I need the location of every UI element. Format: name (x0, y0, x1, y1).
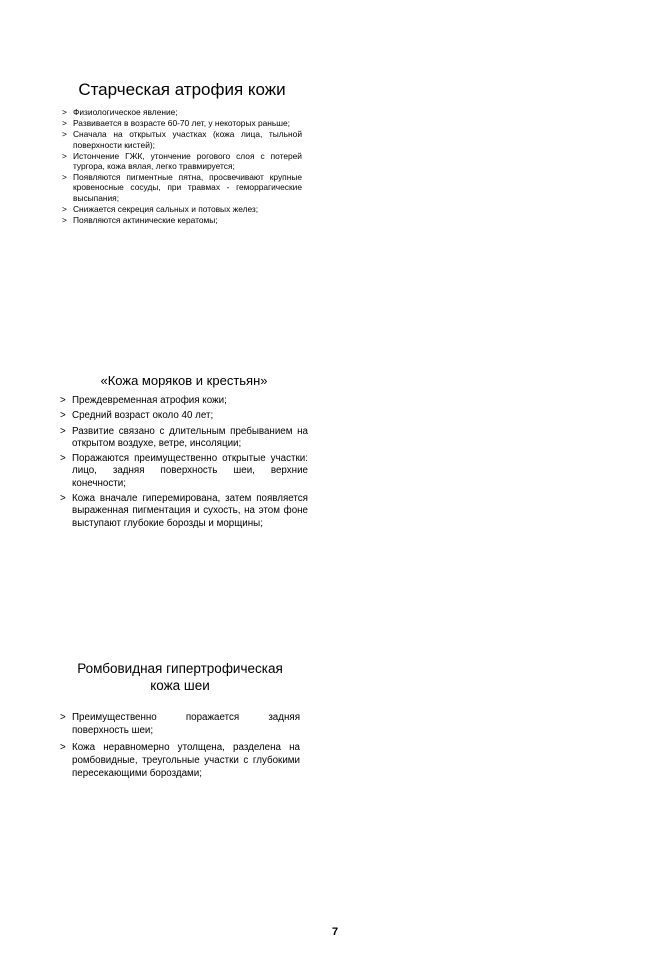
list-item-text: Сначала на открытых участках (кожа лица, тыльной поверхности кистей); (73, 129, 302, 150)
list-item-text: Появляются пигментные пятна, просвечивают крупные кровеносные сосуды, при травмах - геморрагические высыпания; (73, 172, 302, 203)
bullet-marker: > (62, 215, 67, 226)
list-item (62, 129, 302, 149)
bullet-marker: > (62, 118, 67, 129)
list-item (60, 711, 300, 737)
bullet-marker: > (60, 425, 66, 437)
bullet-list (60, 711, 300, 780)
bullet-marker: > (62, 129, 67, 140)
list-item (60, 426, 308, 451)
section-title: Старческая атрофия кожи (78, 80, 286, 99)
list-item (60, 493, 308, 530)
bullet-list (60, 395, 308, 530)
list-item-text: Средний возраст около 40 лет; (72, 410, 214, 422)
list-item-text: Преждевременная атрофия кожи; (72, 395, 227, 406)
bullet-marker: > (60, 395, 66, 406)
list-item-text: Снижается секреция сальных и потовых желез; (73, 203, 259, 214)
list-item (60, 410, 308, 422)
section-rhomboid-neck-skin (60, 661, 300, 784)
list-item-text: Кожа неравномерно утолщена, разделена на ромбовидные, треугольные участки с глубокими пересекающими бороздами; (72, 742, 300, 779)
section-sailors-farmers-skin (60, 372, 308, 533)
bullet-marker: > (62, 203, 67, 214)
list-item (62, 172, 302, 203)
list-item-text: Появляются актинические кератомы; (73, 215, 218, 226)
section-title-line-2: кожа шеи (150, 677, 210, 693)
list-item-text: Кожа вначале гиперемирована, затем появляется выраженная пигментация и сухость, на этом фоне выступают глубокие борозды и морщины; (72, 493, 308, 529)
list-item-text: Развивается в возрасте 60-70 лет, у некоторых раньше; (73, 118, 290, 129)
bullet-marker: > (60, 453, 66, 465)
bullet-marker: > (62, 107, 67, 117)
section-title-line-1: Ромбовидная гипертрофическая (77, 661, 283, 676)
bullet-marker: > (62, 150, 67, 161)
list-item (62, 204, 302, 214)
list-item-text: Развитие связано с длительным пребыванием на открытом воздухе, ветре, инсоляции; (72, 425, 308, 449)
list-item (60, 453, 308, 490)
list-item-text: Поражаются преимущественно открытые участки: лицо, задняя поверхность шеи, верхние конечности; (72, 453, 308, 489)
list-item (60, 395, 308, 407)
section-senile-skin-atrophy (62, 80, 302, 226)
list-item (62, 215, 302, 225)
list-item (60, 741, 300, 780)
list-item (62, 107, 302, 117)
bullet-list (62, 107, 302, 225)
section-title (60, 661, 300, 694)
bullet-marker: > (62, 172, 67, 183)
bullet-marker: > (60, 410, 66, 422)
bullet-marker: > (60, 712, 66, 723)
list-item-text: Физиологическое явление; (73, 107, 178, 117)
list-item-text: Преимущественно поражается задняя поверхность шеи; (72, 712, 300, 736)
page-number: 7 (331, 926, 339, 938)
list-item (62, 118, 302, 128)
list-item-text: Истончение ГЖК, утончение рогового слоя с потерей тургора, кожа вялая, легко травмируется; (73, 150, 302, 172)
bullet-marker: > (60, 493, 66, 505)
list-item (62, 151, 302, 171)
section-title: «Кожа моряков и крестьян» (100, 373, 268, 388)
bullet-marker: > (60, 742, 66, 753)
